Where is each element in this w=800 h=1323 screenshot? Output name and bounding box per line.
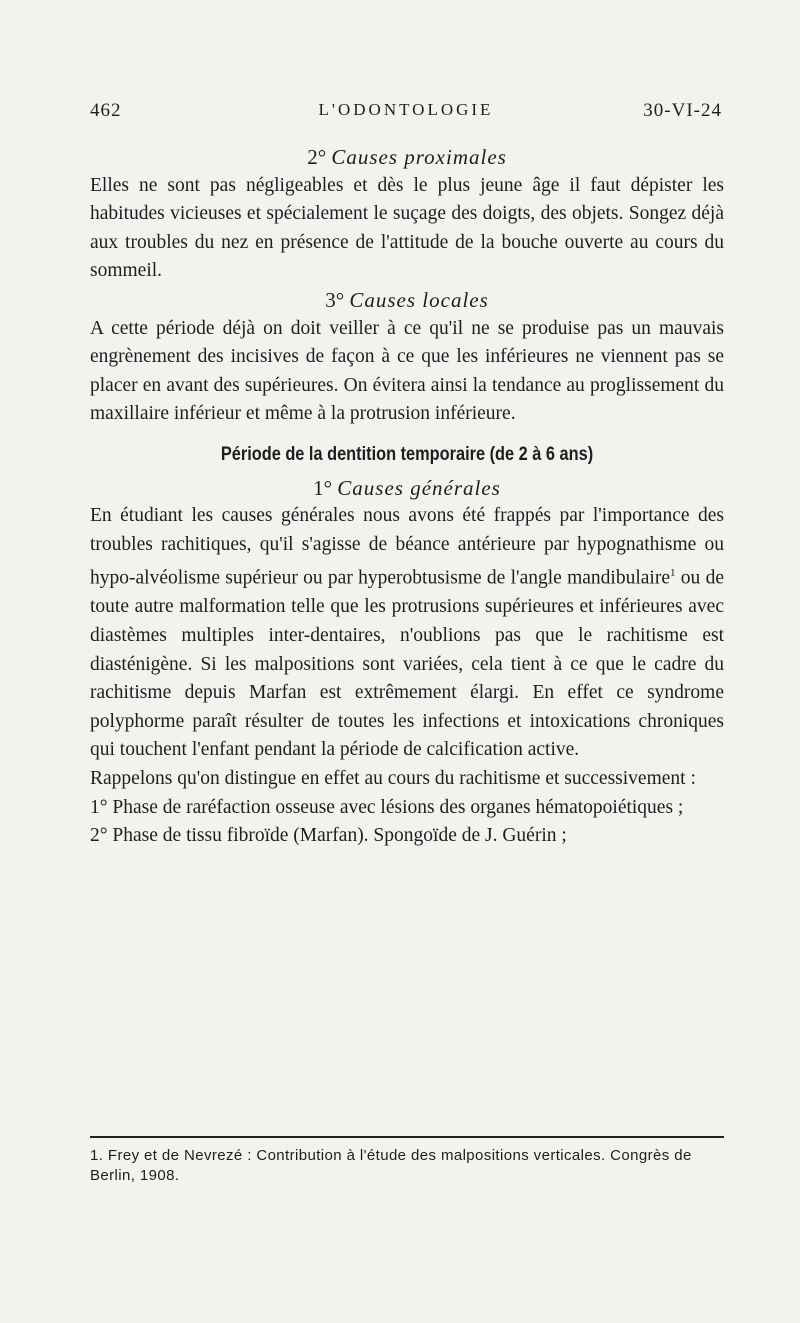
paragraph-causes-generales <box>90 502 724 765</box>
subheading-text: Causes proximales <box>331 145 507 169</box>
subheading-number: 3° <box>325 287 345 312</box>
subheading-text: Causes générales <box>337 475 501 500</box>
issue-date: 30-VI-24 <box>643 100 722 121</box>
paragraph-text: En étudiant les causes générales nous avons été frappés par l'importance des troubles rachitiques, qu'il s'agisse de béance antérieure par hypognathisme ou hypo-alvéolisme supérieur ou par hyperobtusisme de l'angle mandibulaire <box>90 505 724 589</box>
page-number: 462 <box>90 100 122 121</box>
subheading-number: 1° <box>313 475 333 500</box>
subheading-number: 2° <box>307 145 327 169</box>
subheading-text: Causes locales <box>349 287 489 312</box>
paragraph-rappelons: Rappelons qu'on distingue en effet au cours du rachitisme et successivement : <box>90 767 696 789</box>
paragraph-causes-locales: A cette période déjà on doit veiller à ce qu'il ne se produise pas un mauvais engrènement des incisives de façon à ce que les inférieures ne viennent pas se placer en avant des supérieures. On évitera ainsi la tendance au proglissement du maxillaire inférieur et même à la protrusion inférieure. <box>90 317 724 425</box>
footnote: 1. Frey et de Nevrezé : Contribution à l'étude des malpositions verticales. Congrès de Berlin, 1908. <box>90 1147 692 1184</box>
paragraph-text: ou de toute autre malformation telle que les protrusions supérieures et inférieures avec diastèmes multiples inter-dentaires, n'oublions pas que le rachitisme est diasténigène. Si les malpositions sont variées, cela tient à ce que le cadre du rachitisme depuis Marfan est extrêmement élargi. En effet ce syndrome polyphorme paraît résulter de toutes les infections et intoxications chroniques qui touchent l'enfant pendant la période de calcification active. <box>90 567 724 761</box>
footnote-rule <box>90 1136 724 1138</box>
subheading-causes-proximales <box>90 143 724 172</box>
footnote-marker: 1 <box>669 567 676 580</box>
paragraph-causes-proximales: Elles ne sont pas négligeables et dès le plus jeune âge il faut dépister les habitudes vicieuses et spécialement le suçage des doigts, des objets. Songez déjà aux troubles du nez en présence de l'attitude de la bouche ouverte au cours du sommeil. <box>90 174 724 282</box>
running-header <box>90 100 722 130</box>
section-heading-periode: Période de la dentition temporaire (de 2 à 6 ans) <box>220 443 594 465</box>
list-item-phase-2: 2° Phase de tissu fibroïde (Marfan). Spongoïde de J. Guérin ; <box>90 825 567 847</box>
page-body <box>90 143 724 851</box>
list-item-phase-1: 1° Phase de raréfaction osseuse avec lésions des organes hématopoiétiques ; <box>90 796 684 818</box>
running-title: L'ODONTOLOGIE <box>318 100 494 119</box>
subheading-causes-generales <box>90 474 724 503</box>
subheading-causes-locales <box>90 286 724 315</box>
